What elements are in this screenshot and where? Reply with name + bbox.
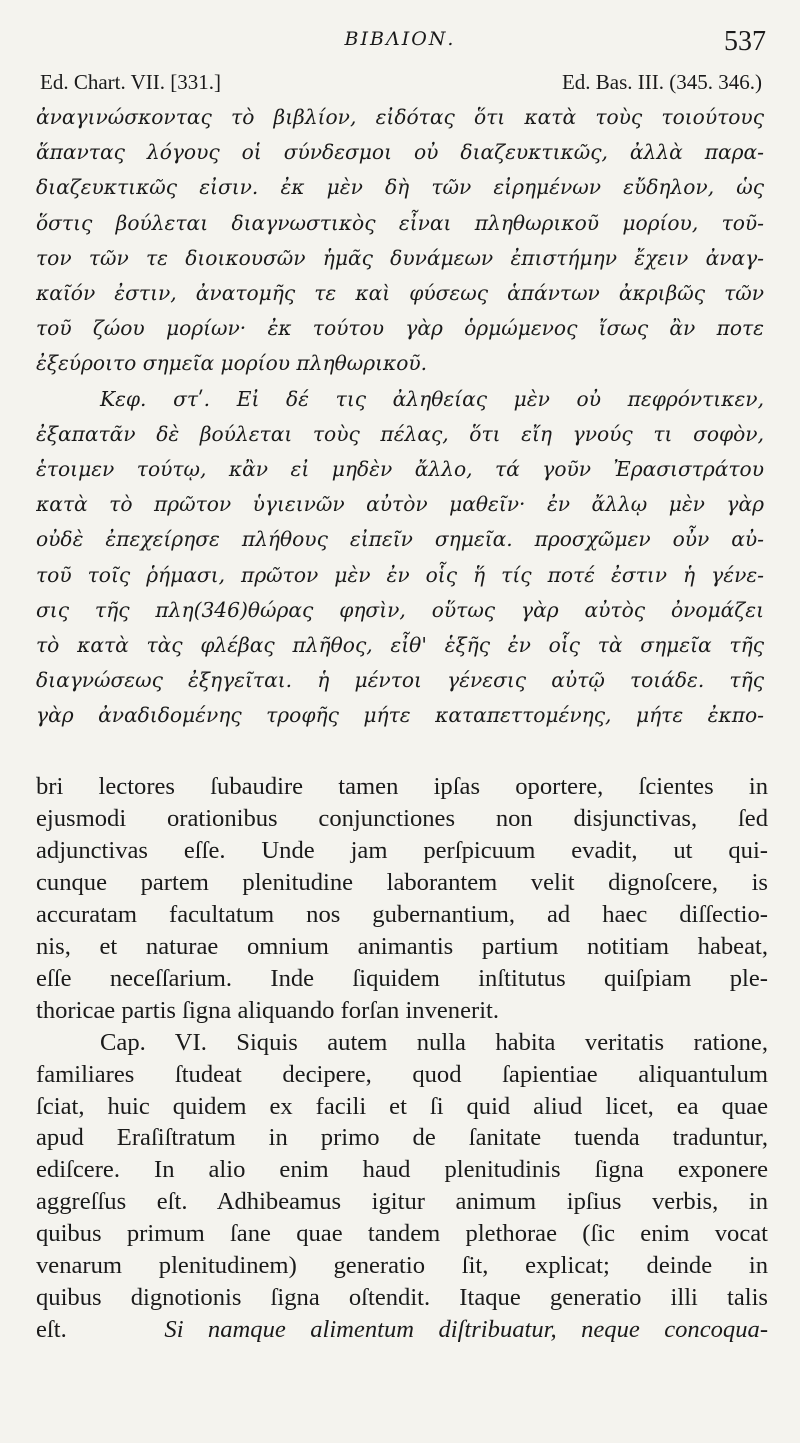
edition-basel-reference: Ed. Bas. III. (345. 346.) [561,70,762,94]
latin-line: familiares ſtudeat decipere, quod ſapientiae aliquantulum [36,1060,768,1088]
latin-line: accuratam facultatum nos gubernantium, ad haec diſſectio- [36,900,768,928]
running-title: ΒΙΒΛΙΟΝ. [344,28,456,50]
greek-line: κατὰ τὸ πρῶτον ὑγιεινῶν αὐτὸν μαθεῖν· ἐν ἄλλῳ μὲν γὰρ [36,492,764,517]
greek-line: τὸ κατὰ τὰς φλέβας πλῆθος, εἶθ' ἑξῆς ἐν οἷς τὰ σημεῖα τῆς [36,633,764,658]
latin-line [36,1314,768,1346]
latin-line: aggreſſus eſt. Adhibeamus igitur animum ipſius verbis, in [36,1188,768,1216]
latin-text-block [36,771,768,1346]
greek-line: ἅπαντας λόγους οἱ σύνδεσμοι οὐ διαζευκτικῶς, ἀλλὰ παρα- [36,140,764,165]
greek-line: καῖόν ἐστιν, ἀνατομῆς τε καὶ φύσεως ἁπάντων ἀκριβῶς τῶν [36,281,764,306]
greek-line: τοῦ τοῖς ῥήμασι, πρῶτον μὲν ἐν οἷς ἥ τίς ποτέ ἐστιν ἡ γένε- [36,562,764,587]
edition-chartier-reference: Ed. Chart. VII. [331.] [40,70,221,94]
latin-line: quibus dignotionis ſigna oſtendit. Itaque generatio illi talis [36,1284,768,1312]
latin-line: bri lectores ſubaudire tamen ipſas oportere, ſcientes in [36,773,768,800]
latin-line: ſciat, huic quidem ex facili et ſi quid aliud licet, ea quae [36,1092,768,1120]
greek-line: ἐξεύροιτο σημεῖα μορίου πληθωρικοῦ. [36,351,428,376]
greek-line: ἑτοιμεν τούτῳ, κἂν εἰ μηδὲν ἄλλο, τά γοῦν Ἐρασιστράτου [36,457,764,482]
page-number: 537 [724,26,766,57]
latin-quotation-start: Si namque alimentum diſtribuatur, neque concoqua- [164,1316,768,1344]
latin-line: adjunctivas eſſe. Unde jam perſpicuum evadit, ut qui- [36,836,768,864]
latin-line: ejusmodi orationibus conjunctiones non disjunctivas, ſed [36,804,768,832]
latin-line: eſſe neceſſarium. Inde ſiquidem inſtitutus quiſpiam ple- [36,964,768,992]
latin-line: thoricae partis ſigna aliquando forſan invenerit. [36,996,500,1024]
greek-text-block [36,100,764,734]
greek-line: τοῦ ζώου μορίων· ἐκ τούτου γὰρ ὁρμώμενος ἴσως ἂν ποτε [36,316,764,341]
latin-line-lead: eſt. [36,1316,67,1344]
greek-line: τον τῶν τε διοικουσῶν ἡμᾶς δυνάμεων ἐπιστήμην ἔχειν ἀναγ- [36,245,764,270]
latin-line: quibus primum ſane quae tandem plethorae (ſic enim vocat [36,1220,768,1248]
greek-line: σις τῆς πλη(346)θώρας φησὶν, οὕτως γὰρ αὐτὸς ὀνομάζει [36,597,764,622]
latin-line: apud Eraſiſtratum in primo de ſanitate tuenda traduntur, [36,1124,768,1152]
greek-line: οὐδὲ ἐπεχείρησε πλήθους εἰπεῖν σημεῖα. προσχῶμεν οὖν αὐ- [36,527,764,552]
latin-line: cunque partem plenitudine laborantem velit dignoſcere, is [36,868,768,896]
greek-line: ἀναγινώσκοντας τὸ βιβλίον, εἰδότας ὅτι κατὰ τοὺς τοιούτους [36,105,764,129]
greek-line: ἐξαπατᾶν δὲ βούλεται τοὺς πέλας, ὅτι εἴη γνούς τι σοφὸν, [36,421,764,446]
latin-line: ediſcere. In alio enim haud plenitudinis ſigna exponere [36,1156,768,1184]
greek-line: διαζευκτικῶς εἰσιν. ἐκ μὲν δὴ τῶν εἰρημένων εὔδηλον, ὡς [36,175,764,200]
greek-line: ὅστις βούλεται διαγνωστικὸς εἶναι πληθωρικοῦ μορίου, τοῦ- [36,210,764,235]
greek-line: διαγνώσεως ἐξηγεῖται. ἡ μέντοι γένεσις αὐτῷ τοιάδε. τῆς [36,668,764,693]
latin-line: venarum plenitudinem) generatio ſit, explicat; deinde in [36,1252,768,1280]
latin-line: nis, et naturae omnium animantis partium notitiam habeat, [36,932,768,960]
latin-chapter-heading-line: Cap. VI. Siquis autem nulla habita veritatis ratione, [100,1028,768,1056]
greek-line: γὰρ ἀναδιδομένης τροφῆς μήτε καταπεττομένης, μήτε ἐκπο- [36,703,764,728]
edition-reference-line [40,70,762,95]
greek-chapter-heading-line: Κεφ. στʹ. Εἰ δέ τις ἀληθείας μὲν οὐ πεφρόντικεν, [100,386,764,411]
